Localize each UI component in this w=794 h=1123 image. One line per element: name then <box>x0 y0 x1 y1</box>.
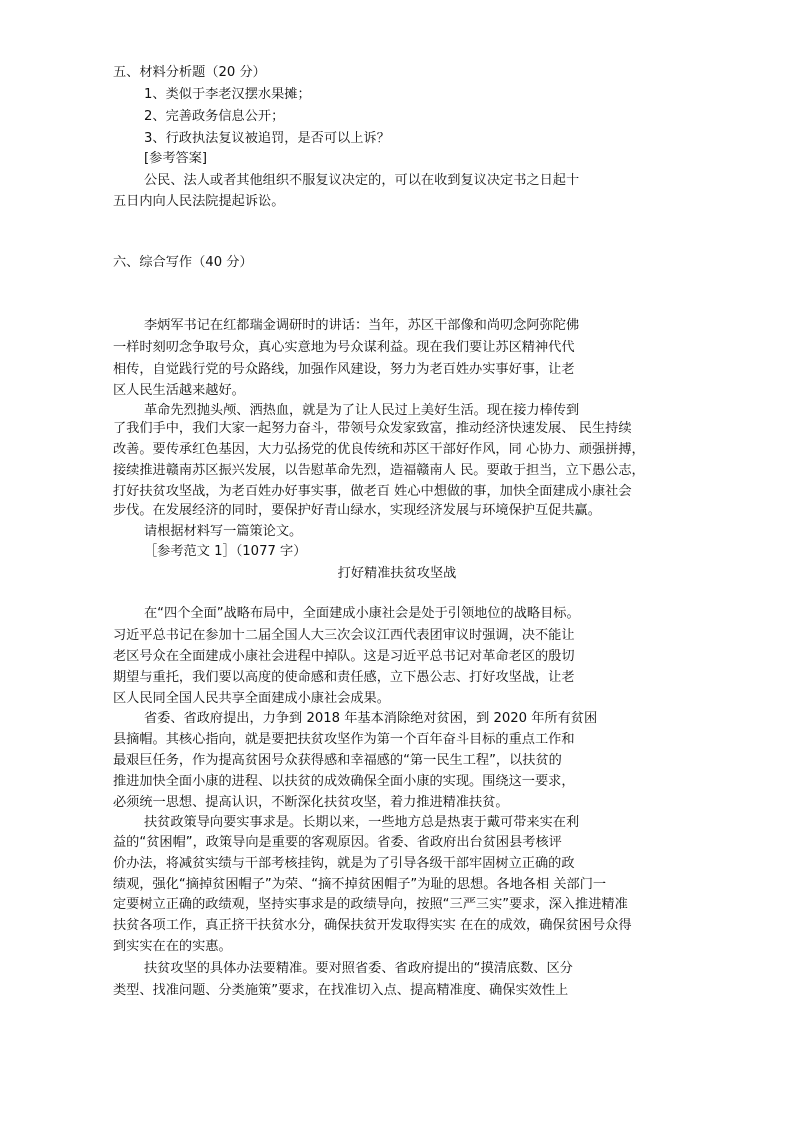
material-line: 了我们手中，我们大家一起努力奋斗，带领号众发家致富，推动经济快速发展、 民生持续 <box>113 421 632 436</box>
material-line: 李炳军书记在红都瑞金调研时的讲话：当年，苏区干部像和尚叨念阿弥陀佛 <box>144 318 580 333</box>
material-line: 区人民生活越来越好。 <box>113 383 245 398</box>
essay-line: 在“四个全面”战略布局中，全面建成小康社会是处于引领地位的战略目标。 <box>144 606 580 621</box>
material-line: 革命先烈抛头颅、洒热血，就是为了让人民过上美好生活。现在接力棒传到 <box>144 403 580 418</box>
material-line: 一样时刻叨念争取号众，真心实意地为号众谋利益。现在我们要让苏区精神代代 <box>113 340 575 355</box>
section5-item-1: 1、类似于李老汉摆水果摊； <box>144 87 311 102</box>
essay-line: 类型、找准问题、分类施策”要求，在找准切入点、提高精准度、确保实效性上 <box>113 983 569 998</box>
essay-line: 区人民同全国人民共享全面建成小康社会成果。 <box>113 691 390 706</box>
essay-line: 老区号众在全面建成小康社会进程中掉队。这是习近平总书记对革命老区的殷切 <box>113 649 575 664</box>
material-line: 改善。要传承红色基因，大力弘扬党的优良传统和苏区干部好作风，同 心协力、顽强拼搏， <box>113 442 645 457</box>
material-line: 接续推进赣南苏区振兴发展，以告慰革命先烈，造福赣南人 民。要敢于担当，立下愚公志， <box>113 463 645 478</box>
material-instruction: 请根据材料写一篇策论文。 <box>144 524 303 539</box>
material-line: 相传，自觉践行党的号众路线，加强作风建设，努力为老百姓办实事好事，让老 <box>113 362 575 377</box>
material-line: 步伐。在发展经济的同时，要保护好青山绿水，实现经济发展与环境保护互促共赢。 <box>113 503 601 518</box>
essay-line: 价办法，将减贫实绩与干部考核挂钩，就是为了引导各级干部牢固树立正确的政 <box>113 856 575 871</box>
section5-answer-label: [参考答案] <box>144 151 208 166</box>
essay-line: 县摘帽。其核心指向，就是要把扶贫攻坚作为第一个百年奋斗目标的重点工作和 <box>113 732 575 747</box>
section5-item-2: 2、完善政务信息公开； <box>144 109 285 124</box>
material-line: 打好扶贫攻坚战，为老百姓办好事实事，做老百 姓心中想做的事，加快全面建成小康社会 <box>113 484 632 499</box>
essay-line: 期望与重托，我们要以高度的使命感和责任感，立下愚公志、打好攻坚战，让老 <box>113 670 575 685</box>
essay-line: 定要树立正确的政绩观，坚持实事求是的政绩导向，按照“三严三实”要求，深入推进精准 <box>113 897 628 912</box>
essay-line: 绩观，强化“摘掉贫困帽子”为荣、“摘不掉贫困帽子”为耻的思想。各地各相 关部门一 <box>113 877 607 892</box>
essay-line: 习近平总书记在参加十二届全国人大三次会议江西代表团审议时强调，决不能让 <box>113 628 575 643</box>
essay-title: 打好精准扶贫攻坚战 <box>337 566 457 581</box>
essay-line: 最艰巨任务，作为提高贫困号众获得感和幸福感的“第一民生工程”，以扶贫的 <box>113 753 562 768</box>
essay-line: 必须统一思想、提高认识，不断深化扶贫攻坚，着力推进精准扶贫。 <box>113 795 509 810</box>
section5-item-3: 3、行政执法复议被追罚，是否可以上诉？ <box>144 131 390 146</box>
essay-line: 扶贫政策导向要实事求是。长期以来，一些地方总是热衷于戴可带来实在利 <box>144 815 580 830</box>
section5-answer-line-1: 公民、法人或者其他组织不服复议决定的，可以在收到复议决定书之日起十 <box>144 173 580 188</box>
essay-line: 益的“贫困帽”，政策导向是重要的客观原因。省委、省政府出台贫困县考核评 <box>113 835 562 850</box>
essay-line: 扶贫各项工作，真正挤干扶贫水分，确保扶贫开发取得实实 在在的成效，确保贫困号众得 <box>113 918 632 933</box>
essay-line: 扶贫攻坚的具体办法要精准。要对照省委、省政府提出的“摸清底数、区分 <box>144 961 573 976</box>
section6-heading: 六、综合写作（40 分） <box>113 255 253 270</box>
essay-line: 省委、省政府提出，力争到 2018 年基本消除绝对贫困，到 2020 年所有贫困 <box>144 711 598 726</box>
section5-answer-line-2: 五日内向人民法院提起诉讼。 <box>113 194 285 209</box>
essay-line: 推进加快全面小康的进程、以扶贫的成效确保全面小康的实现。围绕这一要求， <box>113 774 575 789</box>
essay-line: 到实实在在的实惠。 <box>113 939 232 954</box>
section5-heading: 五、材料分析题（20 分） <box>113 65 266 80</box>
sample-label: ［参考范文 1］（1077 字） <box>144 544 307 559</box>
